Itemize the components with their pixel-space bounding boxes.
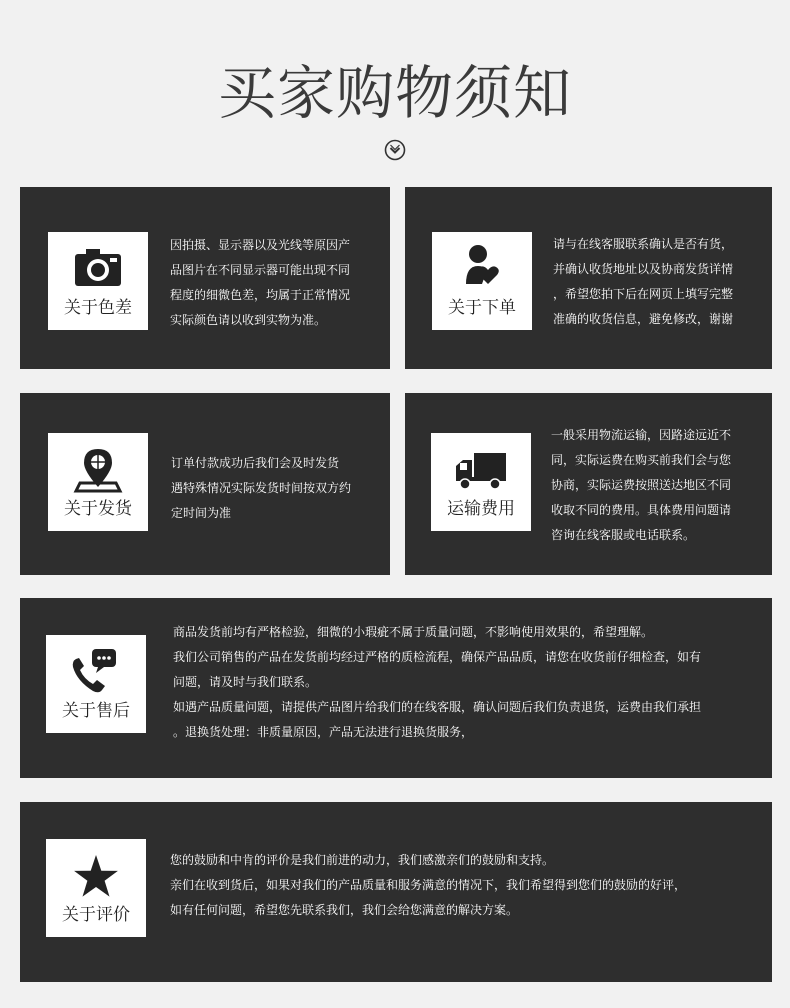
text-line: 一般采用物流运输，因路途远近不 (551, 428, 732, 442)
card-label: 关于色差 (64, 298, 132, 318)
text-line: 。退换货处理：非质量原因，产品无法进行退换货服务， (173, 725, 474, 739)
page-title: 买家购物须知 (217, 59, 572, 127)
icon-box (48, 232, 148, 330)
icon-box (46, 635, 146, 733)
text-line: 订单付款成功后我们会及时发货 (171, 456, 340, 470)
card-text (171, 451, 351, 526)
card-color-difference (20, 187, 390, 369)
text-line: 并确认收货地址以及协商发货详情 (553, 262, 734, 276)
card-after-sales (20, 598, 772, 778)
card-shipping (20, 393, 390, 575)
text-line: 如遇产品质量问题，请提供产品图片给我们的在线客服，确认问题后我们负责退货，运费由我们承担 (173, 700, 702, 714)
text-line: 亲们在收到货后，如果对我们的产品质量和服务满意的情况下，我们希望得到您们的鼓励的好评， (170, 878, 687, 892)
card-label: 关于售后 (62, 701, 130, 721)
card-text (170, 233, 350, 333)
text-line: 收取不同的费用。具体费用问题请 (551, 503, 732, 517)
text-line: 实际颜色请以收到实物为准。 (170, 313, 327, 327)
text-line: 同，实际运费在购买前我们会与您 (551, 453, 732, 467)
card-label: 运输费用 (447, 499, 515, 519)
text-line: ，希望您拍下后在网页上填写完整 (553, 287, 734, 301)
card-text (553, 232, 733, 332)
text-line: 问题，请及时与我们联系。 (173, 675, 318, 689)
text-line: 请与在线客服联系确认是否有货， (553, 237, 734, 251)
text-line: 程度的细微色差，均属于正常情况 (170, 288, 351, 302)
text-line: 品图片在不同显示器可能出现不同 (170, 263, 351, 277)
text-line: 您的鼓励和中肯的评价是我们前进的动力，我们感激亲们的鼓励和支持。 (170, 853, 555, 867)
card-ordering (405, 187, 772, 369)
text-line: 遇特殊情况实际发货时间按双方约 (171, 481, 352, 495)
chevron-down-icon[interactable] (384, 139, 406, 161)
card-reviews (20, 802, 772, 982)
text-line: 咨询在线客服或电话联系。 (551, 528, 696, 542)
card-label: 关于发货 (64, 499, 132, 519)
text-line: 因拍摄、显示器以及光线等原因产 (170, 238, 351, 252)
card-text (551, 423, 731, 548)
card-label: 关于下单 (448, 298, 516, 318)
card-shipping-cost (405, 393, 772, 575)
text-line: 商品发货前均有严格检验，细微的小瑕疵不属于质量问题，不影响使用效果的，希望理解。 (173, 625, 654, 639)
icon-box (432, 232, 532, 330)
card-text (170, 848, 686, 923)
text-line: 准确的收货信息，避免修改，谢谢 (553, 312, 734, 326)
text-line: 协商，实际运费按照送达地区不同 (551, 478, 732, 492)
icon-box (48, 433, 148, 531)
card-text (173, 620, 701, 745)
text-line: 我们公司销售的产品在发货前均经过严格的质检流程，确保产品品质，请您在收货前仔细检查，如有 (173, 650, 702, 664)
icon-box (46, 839, 146, 937)
card-label: 关于评价 (62, 905, 130, 925)
icon-box (431, 433, 531, 531)
text-line: 定时间为准 (171, 506, 232, 520)
text-line: 如有任何问题，希望您先联系我们，我们会给您满意的解决方案。 (170, 903, 519, 917)
